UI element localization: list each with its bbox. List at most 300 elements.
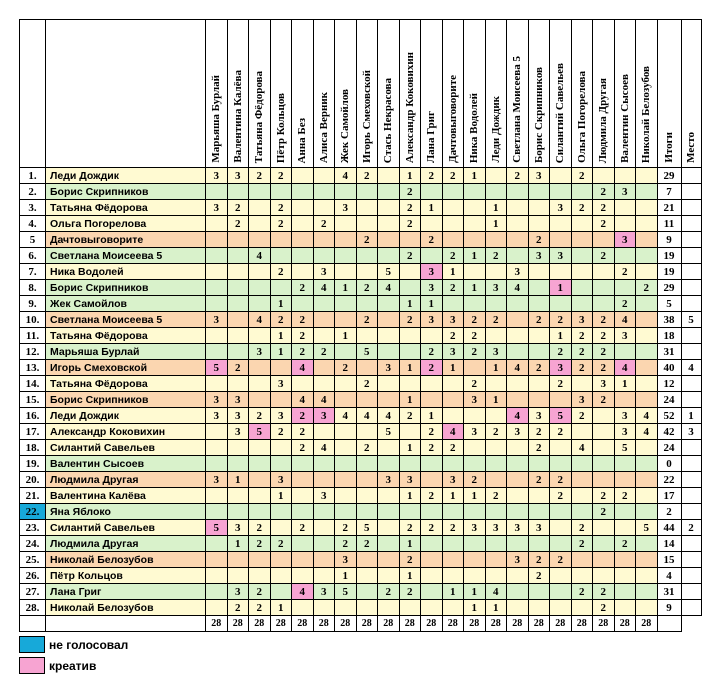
score-cell xyxy=(593,408,615,424)
score-cell xyxy=(421,504,443,520)
score-cell xyxy=(636,312,658,328)
row-number: 7. xyxy=(20,264,46,280)
score-cell xyxy=(270,552,292,568)
score-cell xyxy=(507,568,529,584)
score-cell xyxy=(356,392,378,408)
header-label: Анна Без xyxy=(296,117,309,163)
row-number: 11. xyxy=(20,328,46,344)
score-cell: 3 xyxy=(550,248,572,264)
table-row xyxy=(20,248,702,264)
empty-cell xyxy=(20,616,46,632)
score-cell xyxy=(614,200,636,216)
score-cell: 2 xyxy=(399,248,421,264)
score-cell xyxy=(356,488,378,504)
score-cell: 3 xyxy=(507,520,529,536)
participant-name: Силантий Савельев xyxy=(46,440,206,456)
table-row xyxy=(20,280,702,296)
score-cell xyxy=(507,600,529,616)
score-cell xyxy=(356,552,378,568)
score-cell xyxy=(249,264,271,280)
score-cell: 3 xyxy=(227,584,249,600)
header-label: Валентин Сысоев xyxy=(618,74,631,163)
total-cell: 19 xyxy=(657,248,681,264)
header-label: Лана Григ xyxy=(425,110,438,163)
score-cell: 3 xyxy=(206,200,228,216)
score-cell: 1 xyxy=(464,488,486,504)
total-cell: 44 xyxy=(657,520,681,536)
voting-table xyxy=(19,19,702,632)
score-cell: 2 xyxy=(399,552,421,568)
row-number: 5 xyxy=(20,232,46,248)
score-cell xyxy=(313,568,335,584)
row-number: 23. xyxy=(20,520,46,536)
table-row xyxy=(20,472,702,488)
row-number: 2. xyxy=(20,184,46,200)
score-cell xyxy=(507,440,529,456)
score-cell xyxy=(442,216,464,232)
vote-count-cell: 28 xyxy=(485,616,507,632)
score-cell xyxy=(593,168,615,184)
score-cell: 3 xyxy=(227,408,249,424)
score-cell xyxy=(378,456,400,472)
voter-header xyxy=(356,20,378,168)
score-cell xyxy=(636,328,658,344)
score-cell xyxy=(313,520,335,536)
score-cell xyxy=(614,216,636,232)
score-cell: 3 xyxy=(614,328,636,344)
score-cell xyxy=(421,568,443,584)
participant-name: Валентин Сысоев xyxy=(46,456,206,472)
header-name-column xyxy=(46,20,206,168)
score-cell xyxy=(442,232,464,248)
header-label: Леди Дождик xyxy=(489,96,502,163)
row-number: 25. xyxy=(20,552,46,568)
score-cell: 3 xyxy=(227,168,249,184)
score-cell xyxy=(421,536,443,552)
score-cell: 3 xyxy=(528,520,550,536)
vote-count-cell: 28 xyxy=(550,616,572,632)
score-cell: 4 xyxy=(442,424,464,440)
score-cell xyxy=(356,504,378,520)
score-cell xyxy=(421,600,443,616)
score-cell: 1 xyxy=(335,328,357,344)
score-cell: 2 xyxy=(464,376,486,392)
row-number: 3. xyxy=(20,200,46,216)
score-cell xyxy=(313,232,335,248)
header-label: Жек Самойлов xyxy=(339,88,352,163)
score-cell: 3 xyxy=(442,344,464,360)
score-cell xyxy=(399,344,421,360)
row-number: 10. xyxy=(20,312,46,328)
score-cell: 4 xyxy=(292,392,314,408)
score-cell xyxy=(636,584,658,600)
score-cell xyxy=(335,344,357,360)
score-cell: 4 xyxy=(507,408,529,424)
score-cell xyxy=(571,184,593,200)
score-cell: 2 xyxy=(614,536,636,552)
score-cell xyxy=(227,344,249,360)
score-cell xyxy=(485,376,507,392)
score-cell xyxy=(378,344,400,360)
score-cell xyxy=(593,264,615,280)
score-cell xyxy=(528,504,550,520)
score-cell xyxy=(313,472,335,488)
score-cell xyxy=(421,472,443,488)
total-cell: 2 xyxy=(657,504,681,520)
voter-header xyxy=(593,20,615,168)
score-cell: 3 xyxy=(313,264,335,280)
vote-count-cell: 28 xyxy=(249,616,271,632)
score-cell xyxy=(206,248,228,264)
score-cell xyxy=(442,568,464,584)
score-cell xyxy=(335,472,357,488)
row-number: 26. xyxy=(20,568,46,584)
score-cell xyxy=(614,504,636,520)
score-cell xyxy=(614,392,636,408)
row-number: 4. xyxy=(20,216,46,232)
table-row xyxy=(20,520,702,536)
participant-name: Борис Скрипников xyxy=(46,280,206,296)
place-cell xyxy=(681,504,701,520)
score-cell xyxy=(378,232,400,248)
score-cell xyxy=(614,600,636,616)
row-number: 6. xyxy=(20,248,46,264)
score-cell: 2 xyxy=(528,424,550,440)
score-cell xyxy=(571,264,593,280)
score-cell: 1 xyxy=(270,296,292,312)
place-cell: 4 xyxy=(681,360,701,376)
score-cell xyxy=(270,456,292,472)
header-label: Николай Белозубов xyxy=(640,65,653,163)
score-cell xyxy=(507,472,529,488)
score-cell: 1 xyxy=(270,600,292,616)
score-cell: 1 xyxy=(399,440,421,456)
score-cell xyxy=(464,216,486,232)
row-number: 19. xyxy=(20,456,46,472)
score-cell xyxy=(249,200,271,216)
vote-count-cell: 28 xyxy=(528,616,550,632)
score-cell: 1 xyxy=(399,168,421,184)
score-cell: 4 xyxy=(614,312,636,328)
score-cell: 3 xyxy=(614,408,636,424)
header-label: Марьяша Бурлай xyxy=(210,75,223,163)
score-cell xyxy=(378,216,400,232)
score-cell xyxy=(550,456,572,472)
score-cell xyxy=(485,296,507,312)
score-cell: 3 xyxy=(464,520,486,536)
score-cell: 2 xyxy=(356,536,378,552)
score-cell xyxy=(313,360,335,376)
score-cell xyxy=(571,296,593,312)
total-cell: 52 xyxy=(657,408,681,424)
participant-name: Светлана Моисеева 5 xyxy=(46,312,206,328)
score-cell xyxy=(485,536,507,552)
participant-name: Людмила Другая xyxy=(46,536,206,552)
score-cell xyxy=(335,216,357,232)
score-cell: 3 xyxy=(571,312,593,328)
score-cell xyxy=(356,600,378,616)
score-cell xyxy=(464,264,486,280)
score-cell xyxy=(378,312,400,328)
place-cell: 5 xyxy=(681,312,701,328)
score-cell: 4 xyxy=(485,584,507,600)
score-cell xyxy=(378,184,400,200)
score-cell xyxy=(313,600,335,616)
score-cell xyxy=(421,456,443,472)
score-cell: 2 xyxy=(464,344,486,360)
score-cell xyxy=(528,488,550,504)
place-cell xyxy=(681,328,701,344)
voter-header xyxy=(636,20,658,168)
score-cell xyxy=(292,568,314,584)
header-label: Ника Водолей xyxy=(468,92,481,163)
score-cell xyxy=(313,168,335,184)
vote-count-cell: 28 xyxy=(227,616,249,632)
score-cell xyxy=(356,424,378,440)
header-label: Борис Скрипников xyxy=(532,67,545,163)
score-cell: 2 xyxy=(421,168,443,184)
score-cell: 3 xyxy=(485,344,507,360)
score-cell xyxy=(206,440,228,456)
score-cell xyxy=(356,328,378,344)
table-row xyxy=(20,376,702,392)
score-cell: 3 xyxy=(507,424,529,440)
score-cell: 2 xyxy=(550,344,572,360)
total-cell: 29 xyxy=(657,168,681,184)
score-cell xyxy=(507,328,529,344)
score-cell xyxy=(421,376,443,392)
vote-count-cell: 28 xyxy=(378,616,400,632)
score-cell xyxy=(249,440,271,456)
score-cell xyxy=(292,504,314,520)
header-label: Стась Некрасова xyxy=(382,77,395,163)
score-cell: 1 xyxy=(335,280,357,296)
score-cell: 5 xyxy=(356,520,378,536)
score-cell: 5 xyxy=(550,408,572,424)
score-cell xyxy=(464,536,486,552)
score-cell xyxy=(636,344,658,360)
score-cell xyxy=(227,248,249,264)
score-cell: 2 xyxy=(227,216,249,232)
voter-header xyxy=(227,20,249,168)
score-cell xyxy=(507,376,529,392)
score-cell: 1 xyxy=(442,264,464,280)
participant-name: Игорь Смеховской xyxy=(46,360,206,376)
row-number: 17. xyxy=(20,424,46,440)
score-cell xyxy=(442,504,464,520)
score-cell xyxy=(292,248,314,264)
score-cell xyxy=(249,232,271,248)
score-cell xyxy=(571,488,593,504)
score-cell xyxy=(593,520,615,536)
participant-name: Яна Яблоко xyxy=(46,504,206,520)
score-cell: 2 xyxy=(571,344,593,360)
score-cell: 2 xyxy=(550,376,572,392)
score-cell xyxy=(507,488,529,504)
total-cell: 42 xyxy=(657,424,681,440)
table-row xyxy=(20,360,702,376)
score-cell: 5 xyxy=(356,344,378,360)
score-cell: 2 xyxy=(227,360,249,376)
score-cell xyxy=(270,568,292,584)
score-cell xyxy=(356,200,378,216)
table-row xyxy=(20,440,702,456)
legend-label: креатив xyxy=(49,658,97,673)
score-cell xyxy=(464,456,486,472)
score-cell xyxy=(593,568,615,584)
place-cell xyxy=(681,232,701,248)
score-cell: 2 xyxy=(593,248,615,264)
score-cell xyxy=(421,248,443,264)
voter-header xyxy=(442,20,464,168)
score-cell xyxy=(528,600,550,616)
score-cell: 2 xyxy=(528,552,550,568)
score-cell: 1 xyxy=(614,376,636,392)
score-cell xyxy=(421,584,443,600)
voter-header xyxy=(270,20,292,168)
score-cell: 3 xyxy=(227,392,249,408)
score-cell xyxy=(528,216,550,232)
score-cell xyxy=(206,584,228,600)
score-cell xyxy=(270,504,292,520)
score-cell xyxy=(614,248,636,264)
score-cell xyxy=(378,520,400,536)
score-cell: 4 xyxy=(614,360,636,376)
header-label: Дачтовыговорите xyxy=(446,75,459,163)
header-label: Место xyxy=(685,132,697,163)
score-cell xyxy=(378,600,400,616)
score-cell xyxy=(507,536,529,552)
score-cell: 2 xyxy=(399,216,421,232)
score-cell xyxy=(378,552,400,568)
score-cell xyxy=(206,184,228,200)
score-cell xyxy=(550,232,572,248)
score-cell xyxy=(335,392,357,408)
table-row xyxy=(20,504,702,520)
score-cell: 2 xyxy=(356,440,378,456)
score-cell xyxy=(528,296,550,312)
score-cell xyxy=(270,520,292,536)
score-cell xyxy=(507,344,529,360)
score-cell xyxy=(399,264,421,280)
score-cell xyxy=(227,232,249,248)
score-cell: 3 xyxy=(614,184,636,200)
header-number-column xyxy=(20,20,46,168)
score-cell xyxy=(206,536,228,552)
score-cell: 3 xyxy=(399,472,421,488)
place-cell xyxy=(681,248,701,264)
score-cell xyxy=(249,472,271,488)
score-cell xyxy=(313,328,335,344)
score-cell xyxy=(313,200,335,216)
vote-count-cell: 28 xyxy=(356,616,378,632)
score-cell: 3 xyxy=(313,488,335,504)
score-cell: 3 xyxy=(528,168,550,184)
score-cell xyxy=(227,504,249,520)
score-cell: 3 xyxy=(528,408,550,424)
place-cell xyxy=(681,344,701,360)
place-cell xyxy=(681,488,701,504)
score-cell xyxy=(399,232,421,248)
score-cell xyxy=(249,296,271,312)
score-cell: 2 xyxy=(442,328,464,344)
score-cell: 3 xyxy=(227,520,249,536)
score-cell xyxy=(550,184,572,200)
score-cell: 2 xyxy=(421,440,443,456)
score-cell xyxy=(485,328,507,344)
participant-name: Леди Дождик xyxy=(46,168,206,184)
score-cell: 3 xyxy=(442,312,464,328)
participant-name: Леди Дождик xyxy=(46,408,206,424)
score-cell xyxy=(249,552,271,568)
score-cell xyxy=(442,552,464,568)
score-cell: 2 xyxy=(270,200,292,216)
table-row xyxy=(20,424,702,440)
header-label: Татьяна Фёдорова xyxy=(253,70,266,163)
score-cell: 2 xyxy=(249,584,271,600)
header-label: Пётр Кольцов xyxy=(274,92,287,163)
score-cell xyxy=(593,456,615,472)
score-cell: 4 xyxy=(378,280,400,296)
score-cell xyxy=(464,296,486,312)
header-label: Силантий Савельев xyxy=(554,62,567,163)
participant-name: Валентина Калёва xyxy=(46,488,206,504)
score-cell xyxy=(550,536,572,552)
score-cell: 3 xyxy=(378,360,400,376)
score-cell xyxy=(636,552,658,568)
score-cell: 2 xyxy=(593,200,615,216)
total-cell: 7 xyxy=(657,184,681,200)
total-cell: 19 xyxy=(657,264,681,280)
place-cell xyxy=(681,296,701,312)
score-cell xyxy=(378,440,400,456)
score-cell xyxy=(227,440,249,456)
score-cell xyxy=(614,456,636,472)
total-cell: 5 xyxy=(657,296,681,312)
score-cell xyxy=(227,280,249,296)
score-cell xyxy=(313,536,335,552)
score-cell xyxy=(292,472,314,488)
score-cell: 2 xyxy=(571,536,593,552)
score-cell: 3 xyxy=(593,376,615,392)
score-cell: 1 xyxy=(485,392,507,408)
score-cell xyxy=(292,168,314,184)
score-cell xyxy=(507,504,529,520)
score-cell: 2 xyxy=(550,312,572,328)
voter-header xyxy=(292,20,314,168)
row-number: 24. xyxy=(20,536,46,552)
score-cell xyxy=(464,200,486,216)
score-cell: 1 xyxy=(421,296,443,312)
score-cell xyxy=(528,584,550,600)
vote-count-cell: 28 xyxy=(636,616,658,632)
score-cell: 2 xyxy=(356,312,378,328)
score-cell: 1 xyxy=(399,488,421,504)
score-cell: 2 xyxy=(335,360,357,376)
score-cell: 2 xyxy=(593,360,615,376)
score-cell xyxy=(227,184,249,200)
score-cell xyxy=(356,216,378,232)
score-cell xyxy=(593,280,615,296)
score-cell: 5 xyxy=(249,424,271,440)
table-row xyxy=(20,344,702,360)
place-cell xyxy=(681,600,701,616)
score-cell: 1 xyxy=(442,488,464,504)
score-cell: 3 xyxy=(206,472,228,488)
score-cell xyxy=(485,168,507,184)
participant-name: Жек Самойлов xyxy=(46,296,206,312)
score-cell: 3 xyxy=(421,312,443,328)
